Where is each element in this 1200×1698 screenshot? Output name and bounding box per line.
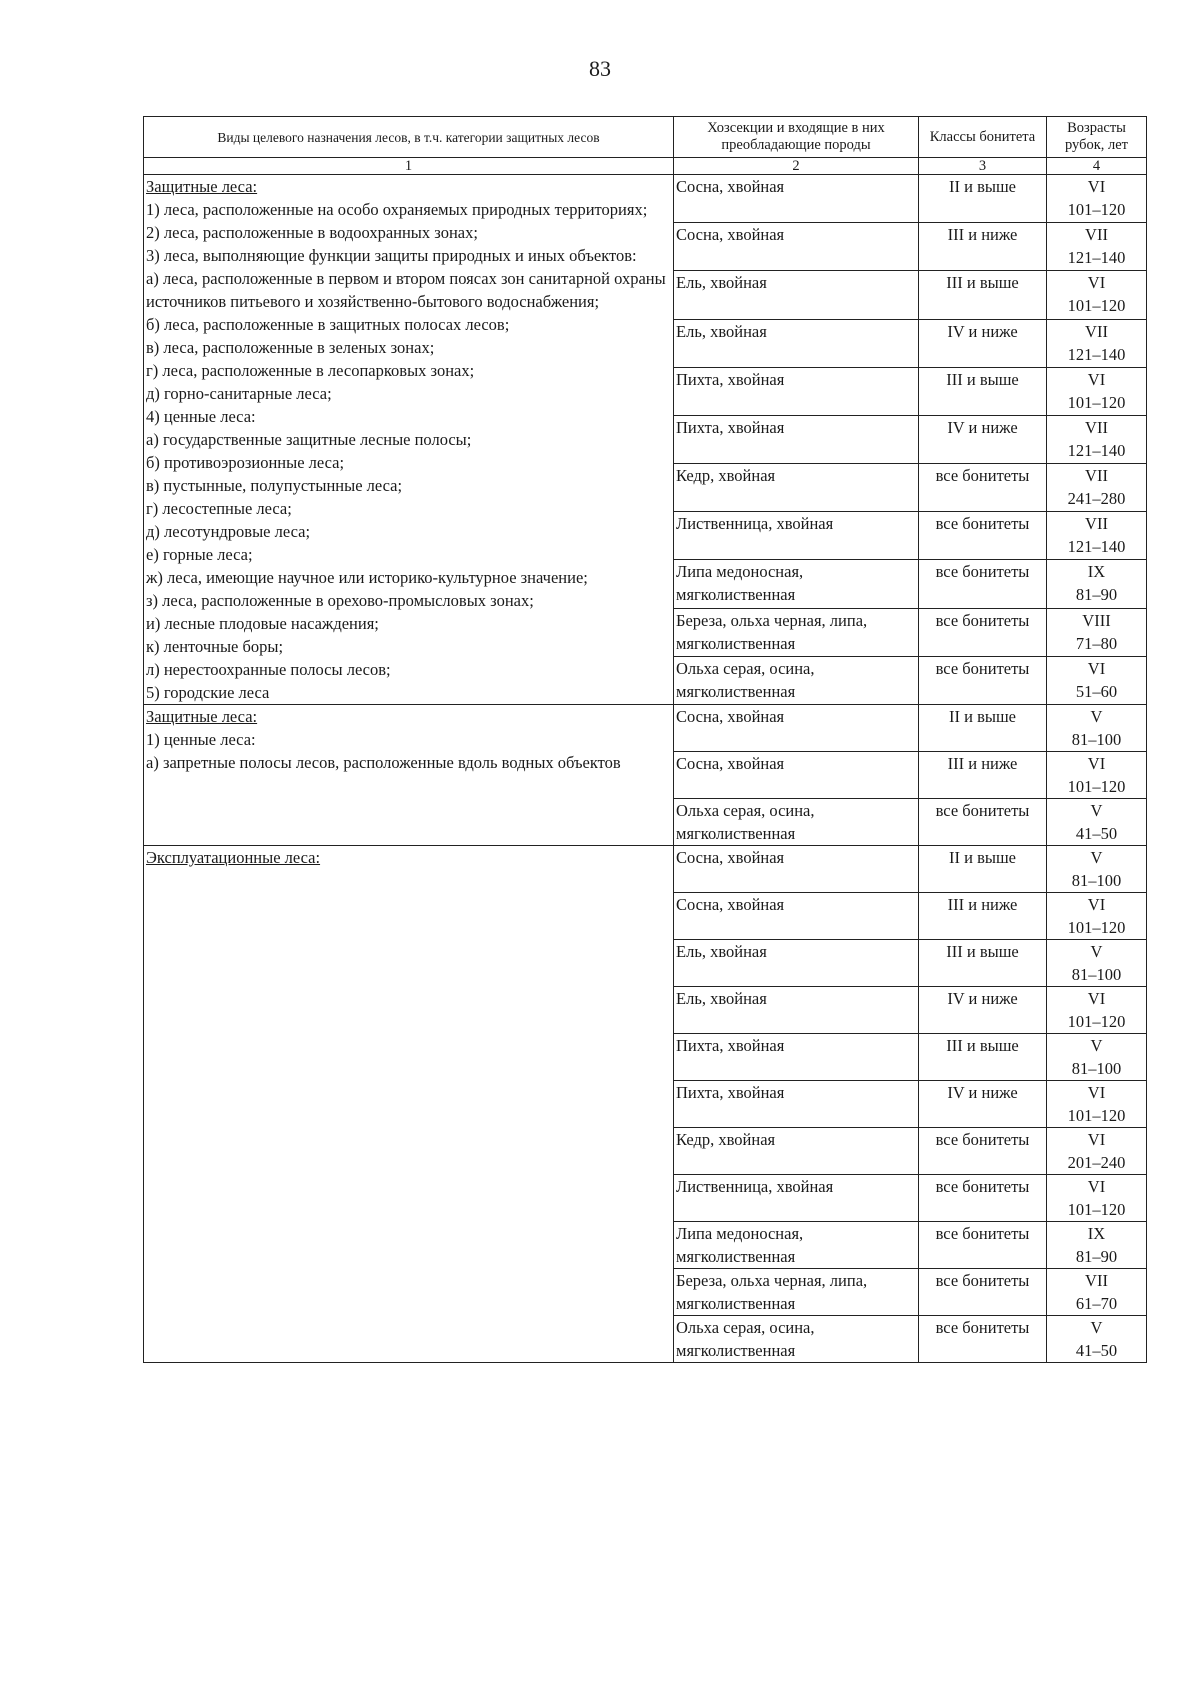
age-cell: [1047, 940, 1147, 987]
age-range: 81–100: [1071, 1059, 1122, 1078]
site-class-cell: все бонитеты: [919, 464, 1047, 512]
age-class: VII: [1085, 225, 1108, 245]
age-class: VI: [1087, 989, 1106, 1008]
breed-cell: Сосна, хвойная: [674, 752, 919, 799]
category-line: ж) леса, имеющие научное или историко-культурное значение;: [146, 568, 588, 587]
category-line: г) леса, расположенные в лесопарковых зонах;: [146, 361, 475, 380]
breed-cell: Кедр, хвойная: [674, 1128, 919, 1175]
category-line: а) запретные полосы лесов, расположенные вдоль водных объектов: [146, 753, 621, 772]
age-cell: [1047, 1269, 1147, 1316]
age-cell: [1047, 1128, 1147, 1175]
breed-cell: Сосна, хвойная: [674, 705, 919, 752]
site-class-cell: III и ниже: [919, 893, 1047, 940]
breed-cell: Сосна, хвойная: [674, 223, 919, 271]
category-line: л) нерестоохранные полосы лесов;: [146, 660, 391, 679]
age-class: IX: [1087, 562, 1106, 582]
age-cell: [1047, 367, 1147, 415]
breed-cell: Пихта, хвойная: [674, 415, 919, 463]
category-line: в) пустынные, полупустынные леса;: [146, 476, 403, 495]
category-line: в) леса, расположенные в зеленых зонах;: [146, 338, 435, 357]
age-range: 241–280: [1067, 489, 1126, 509]
site-class-cell: все бонитеты: [919, 1128, 1047, 1175]
age-class: V: [1090, 1318, 1103, 1337]
age-class: IX: [1087, 1224, 1106, 1243]
age-range: 101–120: [1067, 1200, 1126, 1219]
site-class-cell: все бонитеты: [919, 1316, 1047, 1363]
site-class-cell: III и выше: [919, 940, 1047, 987]
age-range: 101–120: [1067, 200, 1126, 219]
category-title: Эксплуатационные леса:: [146, 848, 321, 867]
age-class: V: [1090, 801, 1103, 820]
category-cell: [144, 175, 674, 705]
category-title: Защитные леса:: [146, 707, 258, 726]
site-class-cell: все бонитеты: [919, 1175, 1047, 1222]
site-class-cell: все бонитеты: [919, 608, 1047, 656]
age-class: VI: [1087, 658, 1106, 678]
age-range: 51–60: [1075, 681, 1118, 701]
age-class: VI: [1087, 1083, 1106, 1102]
age-range: 101–120: [1067, 918, 1126, 937]
age-class: VII: [1085, 321, 1108, 341]
age-cell: [1047, 752, 1147, 799]
forest-age-table: [143, 116, 1147, 1363]
age-cell: [1047, 705, 1147, 752]
age-class: VII: [1085, 514, 1108, 534]
age-class: VII: [1085, 1271, 1108, 1290]
breed-cell: Липа медоносная, мягколиственная: [674, 560, 919, 608]
column-number: 2: [674, 158, 919, 175]
age-cell: [1047, 799, 1147, 846]
breed-cell: Лиственница, хвойная: [674, 512, 919, 560]
age-range: 71–80: [1075, 633, 1118, 653]
breed-cell: Ольха серая, осина, мягколиственная: [674, 656, 919, 704]
site-class-cell: III и ниже: [919, 223, 1047, 271]
header-purpose: Виды целевого назначения лесов, в т.ч. категории защитных лесов: [144, 117, 674, 158]
site-class-cell: II и выше: [919, 705, 1047, 752]
category-line: 1) леса, расположенные на особо охраняемых природных территориях;: [146, 200, 648, 219]
site-class-cell: все бонитеты: [919, 656, 1047, 704]
age-range: 81–100: [1071, 730, 1122, 749]
category-line: 5) городские леса: [146, 683, 270, 702]
category-cell: [144, 705, 674, 846]
breed-cell: Сосна, хвойная: [674, 893, 919, 940]
age-class: VIII: [1082, 610, 1111, 630]
table-row: [144, 175, 1147, 223]
table-row: [144, 846, 1147, 893]
site-class-cell: все бонитеты: [919, 1269, 1047, 1316]
age-range: 41–50: [1075, 824, 1118, 843]
age-cell: [1047, 846, 1147, 893]
column-number: 1: [144, 158, 674, 175]
age-cell: [1047, 608, 1147, 656]
table-row: [144, 705, 1147, 752]
breed-cell: Кедр, хвойная: [674, 464, 919, 512]
site-class-cell: III и ниже: [919, 752, 1047, 799]
age-range: 101–120: [1067, 296, 1126, 316]
table-header-row: [144, 117, 1147, 158]
breed-cell: Сосна, хвойная: [674, 175, 919, 223]
age-cell: [1047, 271, 1147, 319]
breed-cell: Пихта, хвойная: [674, 1081, 919, 1128]
breed-cell: Ель, хвойная: [674, 319, 919, 367]
age-class: V: [1090, 848, 1103, 867]
site-class-cell: все бонитеты: [919, 799, 1047, 846]
site-class-cell: все бонитеты: [919, 512, 1047, 560]
age-cell: [1047, 223, 1147, 271]
site-class-cell: II и выше: [919, 846, 1047, 893]
age-range: 121–140: [1067, 537, 1126, 557]
age-range: 41–50: [1075, 1341, 1118, 1360]
breed-cell: Ель, хвойная: [674, 271, 919, 319]
category-line: е) горные леса;: [146, 545, 253, 564]
age-range: 201–240: [1067, 1153, 1126, 1172]
site-class-cell: III и выше: [919, 367, 1047, 415]
site-class-cell: IV и ниже: [919, 1081, 1047, 1128]
category-line: 4) ценные леса:: [146, 407, 256, 426]
breed-cell: Пихта, хвойная: [674, 1034, 919, 1081]
age-class: V: [1090, 707, 1103, 726]
category-line: 1) ценные леса:: [146, 730, 256, 749]
category-line: к) ленточные боры;: [146, 637, 284, 656]
age-cell: [1047, 1316, 1147, 1363]
age-range: 61–70: [1075, 1294, 1118, 1313]
breed-cell: Сосна, хвойная: [674, 846, 919, 893]
age-cell: [1047, 175, 1147, 223]
age-range: 121–140: [1067, 248, 1126, 268]
category-line: 2) леса, расположенные в водоохранных зонах;: [146, 223, 478, 242]
site-class-cell: IV и ниже: [919, 319, 1047, 367]
category-line: а) леса, расположенные в первом и втором поясах зон санитарной охраны источников питьевого и хозяйственно-бытового водоснабжения;: [146, 269, 666, 311]
site-class-cell: IV и ниже: [919, 987, 1047, 1034]
column-number: 4: [1047, 158, 1147, 175]
breed-cell: Лиственница, хвойная: [674, 1175, 919, 1222]
age-cell: [1047, 893, 1147, 940]
category-line: д) лесотундровые леса;: [146, 522, 311, 541]
category-line: и) лесные плодовые насаждения;: [146, 614, 379, 633]
column-number-row: [144, 158, 1147, 175]
age-cell: [1047, 1034, 1147, 1081]
age-class: V: [1090, 1036, 1103, 1055]
site-class-cell: III и выше: [919, 271, 1047, 319]
age-class: V: [1090, 942, 1103, 961]
age-range: 81–90: [1075, 1247, 1118, 1266]
age-class: VI: [1087, 754, 1106, 773]
age-class: VI: [1087, 177, 1106, 196]
category-line: б) противоэрозионные леса;: [146, 453, 345, 472]
age-cell: [1047, 512, 1147, 560]
breed-cell: Липа медоносная, мягколиственная: [674, 1222, 919, 1269]
site-class-cell: II и выше: [919, 175, 1047, 223]
header-class: Классы бонитета: [919, 117, 1047, 158]
age-range: 121–140: [1067, 344, 1126, 364]
age-cell: [1047, 1175, 1147, 1222]
site-class-cell: все бонитеты: [919, 560, 1047, 608]
age-cell: [1047, 1081, 1147, 1128]
header-age: Возрасты рубок, лет: [1047, 117, 1147, 158]
age-class: VI: [1087, 1130, 1106, 1149]
age-range: 101–120: [1067, 392, 1126, 412]
column-number: 3: [919, 158, 1047, 175]
age-range: 81–100: [1071, 871, 1122, 890]
category-line: 3) леса, выполняющие функции защиты природных и иных объектов:: [146, 246, 637, 265]
age-class: VI: [1087, 273, 1106, 293]
age-class: VII: [1085, 466, 1108, 486]
age-class: VI: [1087, 895, 1106, 914]
category-line: а) государственные защитные лесные полосы;: [146, 430, 472, 449]
site-class-cell: IV и ниже: [919, 415, 1047, 463]
category-line: б) леса, расположенные в защитных полосах лесов;: [146, 315, 510, 334]
age-range: 101–120: [1067, 1106, 1126, 1125]
age-range: 81–100: [1071, 965, 1122, 984]
age-cell: [1047, 656, 1147, 704]
age-cell: [1047, 464, 1147, 512]
age-cell: [1047, 415, 1147, 463]
category-line: д) горно-санитарные леса;: [146, 384, 332, 403]
page-number: 83: [589, 56, 611, 81]
age-class: VI: [1087, 369, 1106, 389]
age-range: 101–120: [1067, 777, 1126, 796]
age-cell: [1047, 319, 1147, 367]
breed-cell: Ольха серая, осина, мягколиственная: [674, 1316, 919, 1363]
category-line: г) лесостепные леса;: [146, 499, 292, 518]
category-line: з) леса, расположенные в орехово-промысловых зонах;: [146, 591, 534, 610]
breed-cell: Береза, ольха черная, липа, мягколиственная: [674, 608, 919, 656]
site-class-cell: III и выше: [919, 1034, 1047, 1081]
header-breeds: Хозсекции и входящие в них преобладающие породы: [674, 117, 919, 158]
site-class-cell: все бонитеты: [919, 1222, 1047, 1269]
age-class: VI: [1087, 1177, 1106, 1196]
age-range: 81–90: [1075, 585, 1118, 605]
category-cell: [144, 846, 674, 1363]
breed-cell: Ель, хвойная: [674, 987, 919, 1034]
breed-cell: Береза, ольха черная, липа, мягколиственная: [674, 1269, 919, 1316]
age-range: 121–140: [1067, 440, 1126, 460]
breed-cell: Пихта, хвойная: [674, 367, 919, 415]
age-cell: [1047, 560, 1147, 608]
age-class: VII: [1085, 417, 1108, 437]
category-title: Защитные леса:: [146, 177, 258, 196]
breed-cell: Ель, хвойная: [674, 940, 919, 987]
age-cell: [1047, 1222, 1147, 1269]
age-cell: [1047, 987, 1147, 1034]
table-body: [144, 175, 1147, 1363]
breed-cell: Ольха серая, осина, мягколиственная: [674, 799, 919, 846]
age-range: 101–120: [1067, 1012, 1126, 1031]
